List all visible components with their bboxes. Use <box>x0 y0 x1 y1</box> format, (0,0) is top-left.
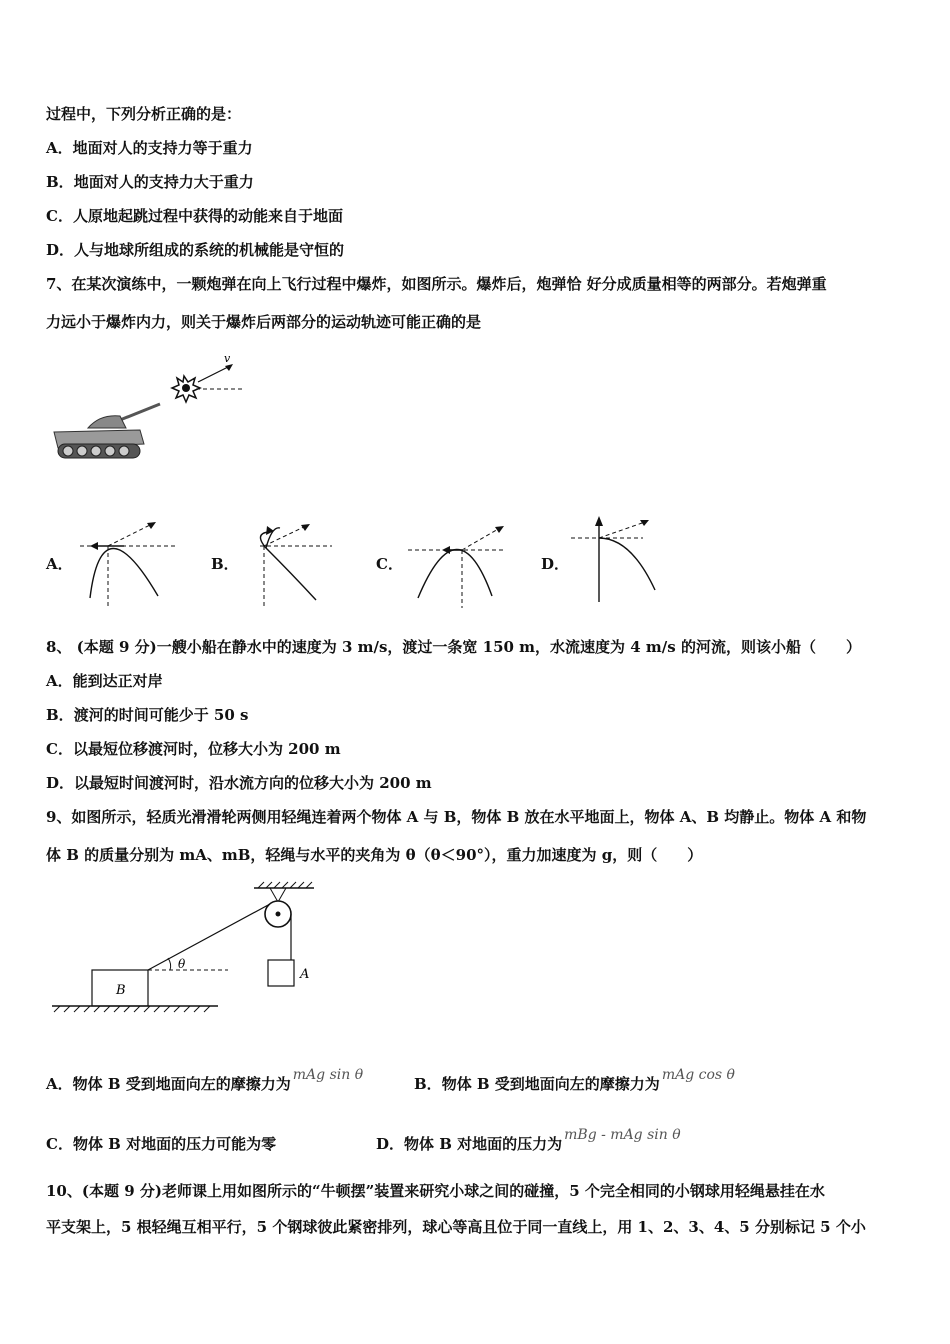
q8-stem: 8、 (本题 9 分)一艘小船在静水中的速度为 3 m/s，渡过一条宽 150 m，水流速度为 4 m/s 的河流，则该小船（ ） <box>46 638 861 656</box>
option-label: C． <box>46 740 73 758</box>
option-text: 地面对人的支持力大于重力 <box>73 173 254 191</box>
option-text: 渡河的时间可能少于 50 s <box>73 706 249 724</box>
option-formula: mAg sin θ <box>292 1067 364 1083</box>
option-label: A． <box>46 1075 73 1093</box>
q7-choice-a-label: A． <box>46 555 73 573</box>
option-formula: mBg - mAg sin θ <box>564 1127 681 1143</box>
option-label: C． <box>46 207 73 225</box>
explosion-icon <box>172 376 200 402</box>
option-text: 物体 B 对地面的压力可能为零 <box>72 1135 277 1153</box>
q7-stem-line2: 力远小于爆炸内力，则关于爆炸后两部分的运动轨迹可能正确的是 <box>46 313 482 331</box>
tank-figure <box>48 348 248 466</box>
q6-stem-tail: 过程中，下列分析正确的是： <box>46 105 242 123</box>
option-label: B． <box>46 173 74 191</box>
option-text: 地面对人的支持力等于重力 <box>72 139 253 157</box>
block-a-label: A <box>300 967 310 982</box>
q6-option-c <box>46 205 343 226</box>
q7-choice-d-label: D． <box>541 555 570 573</box>
q8-option-d <box>46 772 432 793</box>
option-text: 物体 B 受到地面向左的摩擦力为 <box>441 1075 660 1093</box>
option-label: A． <box>46 139 73 157</box>
q7-choice-d-figure <box>567 512 677 604</box>
q10-stem-line1: 10、(本题 9 分)老师课上用如图所示的“牛顿摆”装置来研究小球之间的碰撞，5 个完全相同的小钢球用轻绳悬挂在水 <box>46 1182 825 1200</box>
option-text: 物体 B 受到地面向左的摩擦力为 <box>72 1075 291 1093</box>
option-label: A． <box>46 672 73 690</box>
option-label: D． <box>46 774 75 792</box>
q9-option-c <box>46 1133 276 1154</box>
q6-option-d <box>46 239 344 260</box>
q9-stem-line2: 体 B 的质量分别为 mA、mB，轻绳与水平的夹角为 θ（θ＜90°），重力加速度为 g，则（ ） <box>46 846 703 864</box>
q7-choice-c-figure <box>402 518 512 610</box>
option-label: D． <box>46 241 75 259</box>
q6-option-b <box>46 171 254 192</box>
option-text: 人原地起跳过程中获得的动能来自于地面 <box>72 207 343 225</box>
q7-stem-line1: 7、在某次演练中，一颗炮弹在向上飞行过程中爆炸，如图所示。爆炸后，炮弹恰 好分成质量相等的两部分。若炮弹重 <box>46 275 827 293</box>
tank-icon <box>54 404 160 458</box>
velocity-arrow <box>198 366 230 382</box>
option-formula: mAg cos θ <box>661 1067 735 1083</box>
option-label: D． <box>376 1135 405 1153</box>
option-text: 物体 B 对地面的压力为 <box>404 1135 563 1153</box>
q10-stem-line2: 平支架上，5 根轻绳互相平行，5 个钢球彼此紧密排列，球心等高且位于同一直线上，用 1、2、3、4、5 分别标记 5 个小 <box>46 1218 866 1236</box>
q8-option-c <box>46 738 341 759</box>
velocity-label: v <box>224 352 231 365</box>
q7-choice-b-figure <box>236 518 346 610</box>
option-text: 人与地球所组成的系统的机械能是守恒的 <box>74 241 345 259</box>
q8-option-b <box>46 704 248 725</box>
q9-stem-line1: 9、如图所示，轻质光滑滑轮两侧用轻绳连着两个物体 A 与 B，物体 B 放在水平地面上，物体 A、B 均静止。物体 A 和物 <box>46 808 867 826</box>
option-text: 能到达正对岸 <box>72 672 163 690</box>
option-label: B． <box>414 1075 442 1093</box>
q7-choice-b-label: B． <box>211 555 239 573</box>
option-text: 以最短位移渡河时，位移大小为 200 m <box>72 740 341 758</box>
q7-choice-c-label: C． <box>376 555 403 573</box>
q7-choice-a-figure <box>72 518 182 610</box>
pulley-figure <box>48 880 323 1020</box>
option-label: C． <box>46 1135 73 1153</box>
option-label: B． <box>46 706 74 724</box>
q8-option-a <box>46 670 163 691</box>
q9-option-a <box>46 1067 364 1094</box>
q9-option-d <box>376 1127 681 1154</box>
block-a <box>268 960 294 986</box>
block-b-label: B <box>116 983 126 998</box>
q9-option-b <box>414 1067 735 1094</box>
theta-label: θ <box>178 957 186 971</box>
q6-option-a <box>46 137 253 158</box>
option-text: 以最短时间渡河时，沿水流方向的位移大小为 200 m <box>74 774 432 792</box>
